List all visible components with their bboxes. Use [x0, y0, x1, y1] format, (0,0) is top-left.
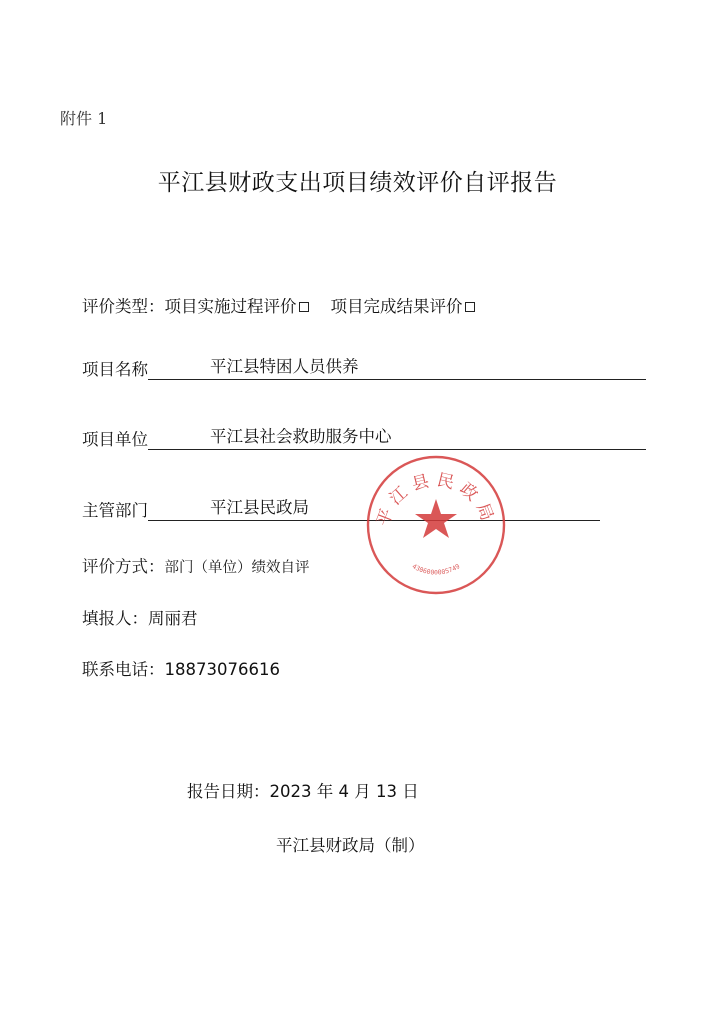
- option-process-label: 项目实施过程评价: [164, 297, 297, 316]
- evaluation-type-row: [82, 293, 475, 317]
- phone-row: [82, 656, 280, 680]
- project-name-value: 平江县特困人员供养: [148, 357, 646, 380]
- evaluation-type-option-result[interactable]: [331, 293, 475, 317]
- project-unit-field: [82, 426, 646, 450]
- seal-number-text: 4306000005749: [410, 562, 462, 577]
- seal-name-text: 平江县民政局: [373, 470, 499, 530]
- evaluation-method-value: 部门（单位）绩效自评: [164, 560, 310, 576]
- official-seal: [363, 452, 509, 598]
- evaluation-type-option-process[interactable]: [165, 293, 309, 317]
- page-title: 平江县财政支出项目绩效评价自评报告: [157, 170, 558, 196]
- maker-label: 平江县财政局（制）: [276, 836, 425, 855]
- project-name-label: 项目名称: [82, 360, 148, 379]
- reporter-row: [82, 605, 198, 629]
- reporter-label: 填报人：: [82, 609, 148, 628]
- evaluation-method-row: [82, 553, 310, 577]
- supervising-dept-value: 平江县民政局: [148, 498, 600, 521]
- option-result-label: 项目完成结果评价: [330, 297, 463, 316]
- project-unit-value: 平江县社会救助服务中心: [148, 427, 646, 450]
- evaluation-type-label: 评价类型：: [82, 297, 165, 316]
- seal-star-icon: [415, 499, 457, 538]
- project-unit-label: 项目单位: [82, 430, 148, 449]
- report-date: 报告日期：2023 年 4 月 13 日: [187, 782, 419, 801]
- attachment-label: 附件 1: [60, 109, 108, 128]
- checkbox-process[interactable]: [299, 302, 309, 312]
- reporter-value: 周丽君: [148, 609, 198, 628]
- phone-label: 联系电话：: [82, 660, 165, 679]
- phone-value: 18873076616: [164, 660, 280, 679]
- supervising-dept-label: 主管部门: [82, 501, 148, 520]
- evaluation-method-label: 评价方式：: [82, 557, 165, 576]
- supervising-dept-field: [82, 497, 600, 521]
- project-name-field: [82, 356, 646, 380]
- checkbox-result[interactable]: [465, 302, 475, 312]
